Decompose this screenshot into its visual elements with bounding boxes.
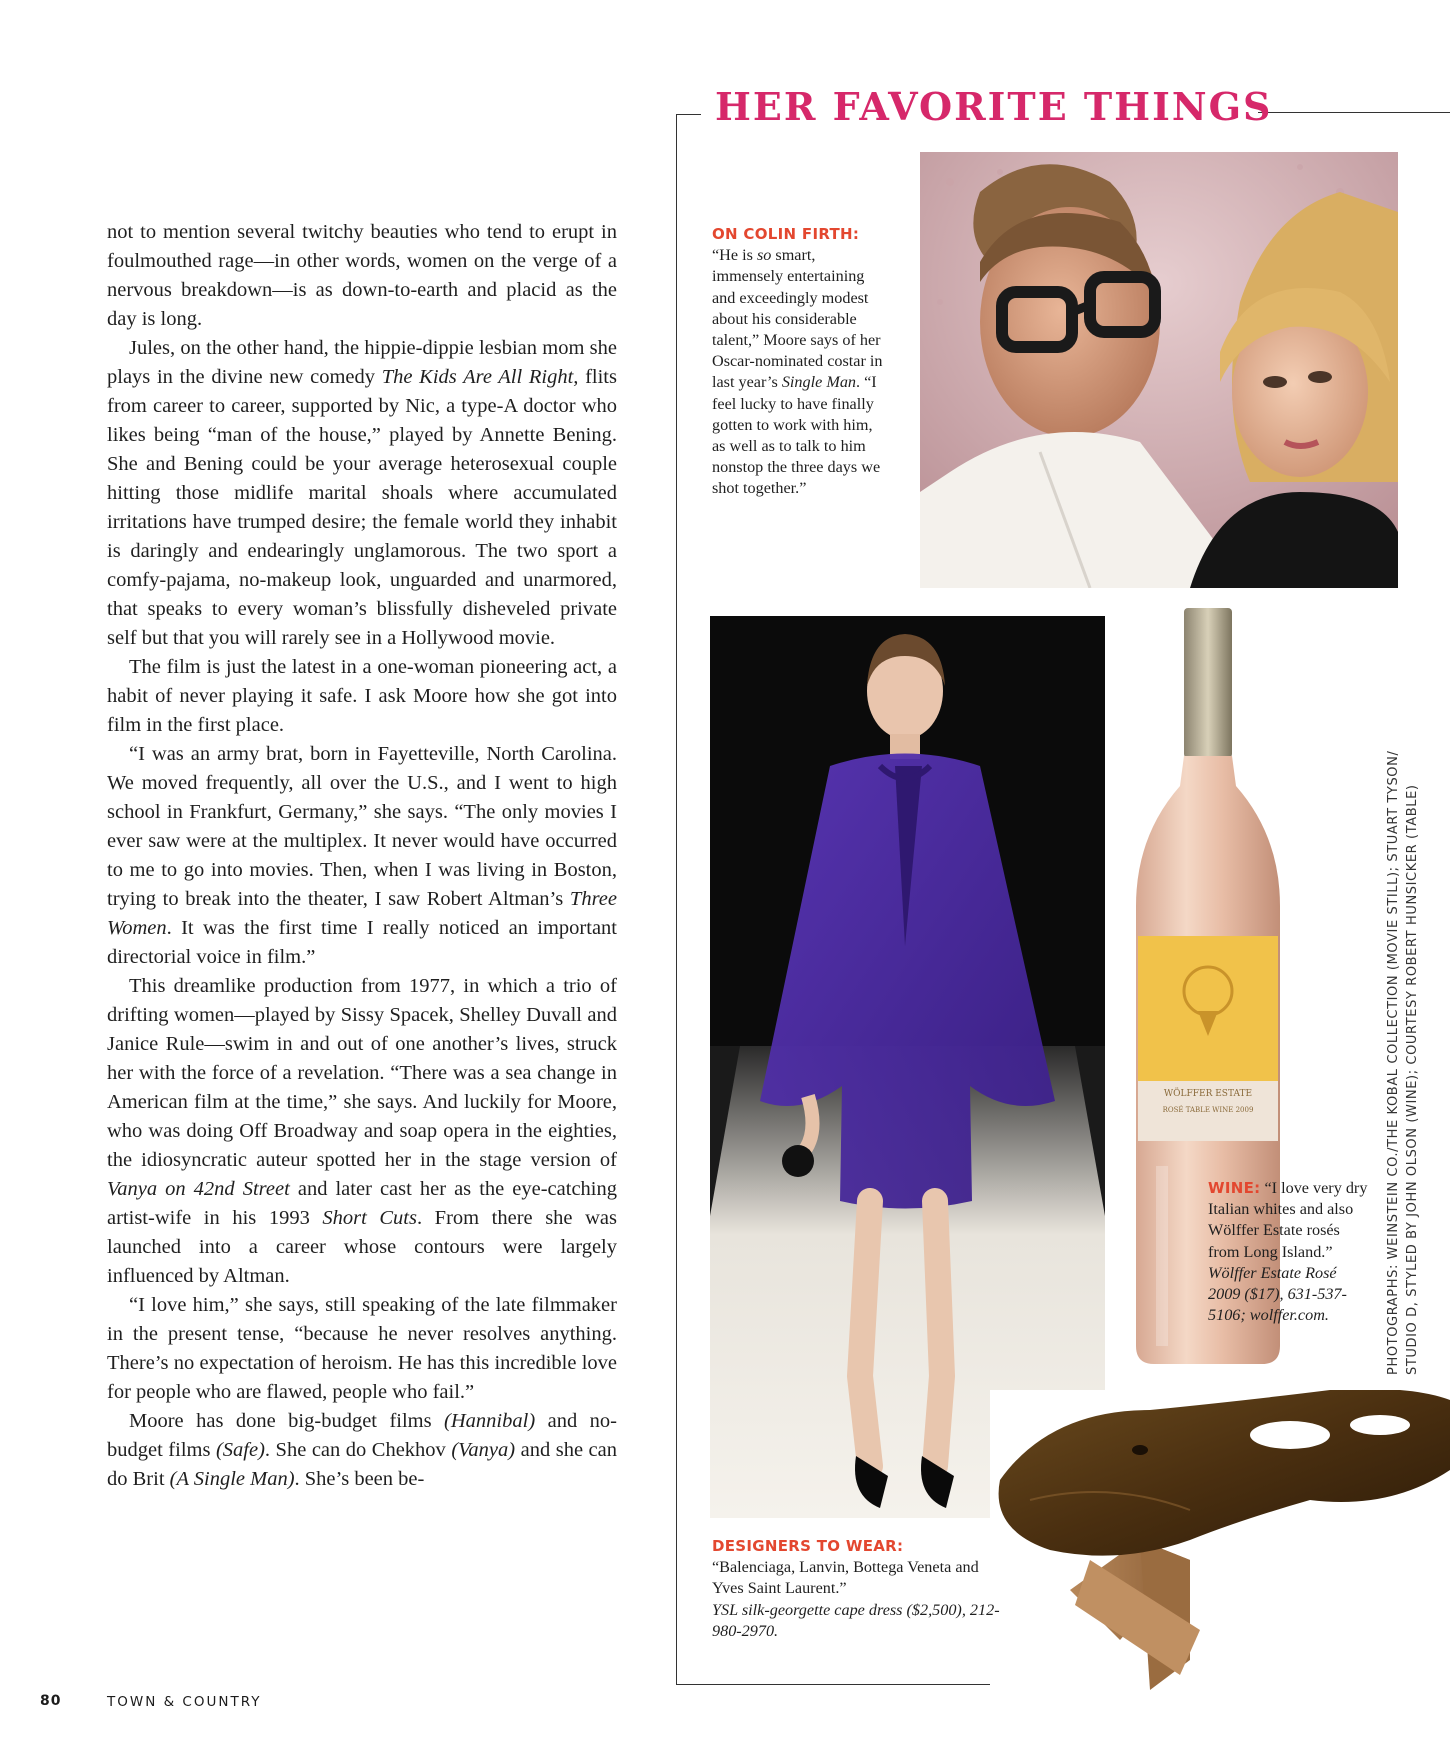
caption-wine xyxy=(1208,1178,1368,1326)
caption-designers xyxy=(712,1536,1002,1642)
article-paragraph xyxy=(107,1407,617,1494)
caption-heading: ON COLIN FIRTH: xyxy=(712,225,860,243)
movie-still-photo xyxy=(920,152,1398,588)
film-title: (A Single Man) xyxy=(169,1468,295,1490)
paragraph-text: “I love him,” she says, still speaking of the late filmmaker in the present tense, “because he never resolves anything. There’s no expectation of heroism. He has this incredible love for people who are flawed, people who fail.” xyxy=(107,1294,617,1403)
film-title: Three Women xyxy=(107,888,617,939)
paragraph-text: This dreamlike production from 1977, in which a trio of drifting women—played by Sissy Spacek, Shelley Duvall and Janice Rule—swim in and out of one another’s lives, struck her with the force of a revelation. “There was a sea change in American film at the time,” she says. And luckily for Moore, who was doing Off Broadway and soap opera in the eighties, the idiosyncratic auteur spotted her in the stage version of xyxy=(107,975,617,1171)
paragraph-text: Moore has done big-budget films xyxy=(129,1410,445,1432)
caption-product: Wölffer Estate Rosé 2009 ($17), 631-537-5106; wolffer.com. xyxy=(1208,1263,1347,1325)
article-paragraph xyxy=(107,1291,617,1407)
paragraph-text: flits from career to career, supported by Nic, a type-A doctor who likes being “man of the house,” played by Annette Bening. She and Bening could be your average heterosexual couple hitting those midlife marital shoals where accumulated irritations have trumped desire; the female world they inhabit is daringly and endearingly unglamorous. The two sport a comfy-pajama, no-makeup look, unguarded and unarmored, that speaks to every woman’s blissfully disheveled private self but that you will rarely see in a Hollywood movie. xyxy=(107,366,617,649)
page-number: 80 xyxy=(40,1693,62,1709)
paragraph-text: and she can do Brit xyxy=(107,1439,617,1490)
runway-photo xyxy=(710,616,1105,1518)
paragraph-text: . From there she was launched into a career whose contours were largely influenced by Altman. xyxy=(107,1207,617,1287)
paragraph-text: not to mention several twitchy beauties who tend to erupt in foulmouthed rage—in other words, women on the verge of a nervous breakdown—is as down-to-earth and placid as the day is long. xyxy=(107,221,617,330)
article-paragraph xyxy=(107,334,617,653)
photo-credits xyxy=(1384,695,1420,1375)
box-border-top-right xyxy=(1258,112,1450,113)
paragraph-text: and later cast her as the eye-catching artist-wife in his 1993 xyxy=(107,1178,617,1229)
film-title: The Kids Are All Right, xyxy=(381,366,579,388)
paragraph-text: . It was the first time I really noticed an important directorial voice in film.” xyxy=(107,917,617,968)
photo-credits-text xyxy=(1384,695,1422,1375)
caption-text: “He is xyxy=(712,246,757,265)
paragraph-text: . She’s been be- xyxy=(294,1468,425,1490)
sidebar-title: HER FAVORITE THINGS xyxy=(715,84,1273,129)
magazine-name: TOWN & COUNTRY xyxy=(107,1694,262,1710)
paragraph-text: and no-budget films xyxy=(107,1410,617,1461)
caption-product: YSL silk-georgette cape dress ($2,500), 212-980-2970. xyxy=(712,1600,1000,1640)
caption-heading: WINE: xyxy=(1208,1179,1261,1197)
caption-colin-firth xyxy=(712,224,884,500)
credit-line: STUDIO D, STYLED BY JOHN OLSON (WINE); COURTESY ROBERT HUNSICKER (TABLE) xyxy=(1405,784,1420,1375)
article-body xyxy=(107,218,617,1494)
caption-quote: “Balenciaga, Lanvin, Bottega Veneta and Yves Saint Laurent.” xyxy=(712,1558,979,1598)
film-title: Vanya on 42nd Street xyxy=(107,1178,290,1200)
credit-line: PHOTOGRAPHS: WEINSTEIN CO./THE KOBAL COLLECTION (MOVIE STILL); STUART TYSON/ xyxy=(1386,750,1401,1375)
film-title: (Safe) xyxy=(215,1439,265,1461)
wood-table-illustration xyxy=(990,1390,1450,1690)
film-title: (Hannibal) xyxy=(444,1410,536,1432)
wood-table-photo xyxy=(990,1390,1450,1690)
film-title: Short Cuts xyxy=(322,1207,417,1229)
box-border-left xyxy=(676,114,677,1684)
runway-model-illustration xyxy=(710,616,1105,1518)
caption-film-title: Single Man xyxy=(781,373,857,392)
wine-label-brand: WÖLFFER ESTATE xyxy=(1163,1089,1253,1099)
paragraph-text: “I was an army brat, born in Fayetteville, North Carolina. We moved frequently, all over the U.S., and I went to high school in Frankfurt, Germany,” she says. “The only movies I ever saw were at the multiplex. It never would have occurred to me to go into movies. Then, when I was living in Boston, trying to break into the theater, I saw Robert Altman’s xyxy=(107,743,617,910)
article-paragraph xyxy=(107,972,617,1291)
paragraph-text: Jules, on the other hand, the hippie-dippie lesbian mom she plays in the divine new comedy xyxy=(107,337,617,388)
paragraph-text: . She can do Chekhov xyxy=(264,1439,452,1461)
article-paragraph xyxy=(107,653,617,740)
caption-heading: DESIGNERS TO WEAR: xyxy=(712,1537,904,1555)
film-title: (Vanya) xyxy=(451,1439,516,1461)
movie-still-illustration xyxy=(920,152,1398,588)
caption-text: . “I feel lucky to have finally gotten to work with him, as well as to talk to him nonstop the three days we shot together.” xyxy=(712,373,881,498)
caption-text: smart, immensely entertaining and exceedingly modest about his considerable talent,” Moore says of her Oscar-nominated costar in last year’s xyxy=(712,246,883,392)
box-border-top-left xyxy=(676,114,701,115)
wine-label-line: ROSÉ TABLE WINE 2009 xyxy=(1162,1106,1254,1114)
article-paragraph xyxy=(107,740,617,972)
paragraph-text: The film is just the latest in a one-woman pioneering act, a habit of never playing it safe. I ask Moore how she got into film in the first place. xyxy=(107,656,617,736)
caption-emphasis: so xyxy=(756,246,772,265)
caption-quote: “I love very dry Italian whites and also Wölffer Estate rosés from Long Island.” xyxy=(1208,1179,1368,1261)
article-paragraph xyxy=(107,218,617,334)
